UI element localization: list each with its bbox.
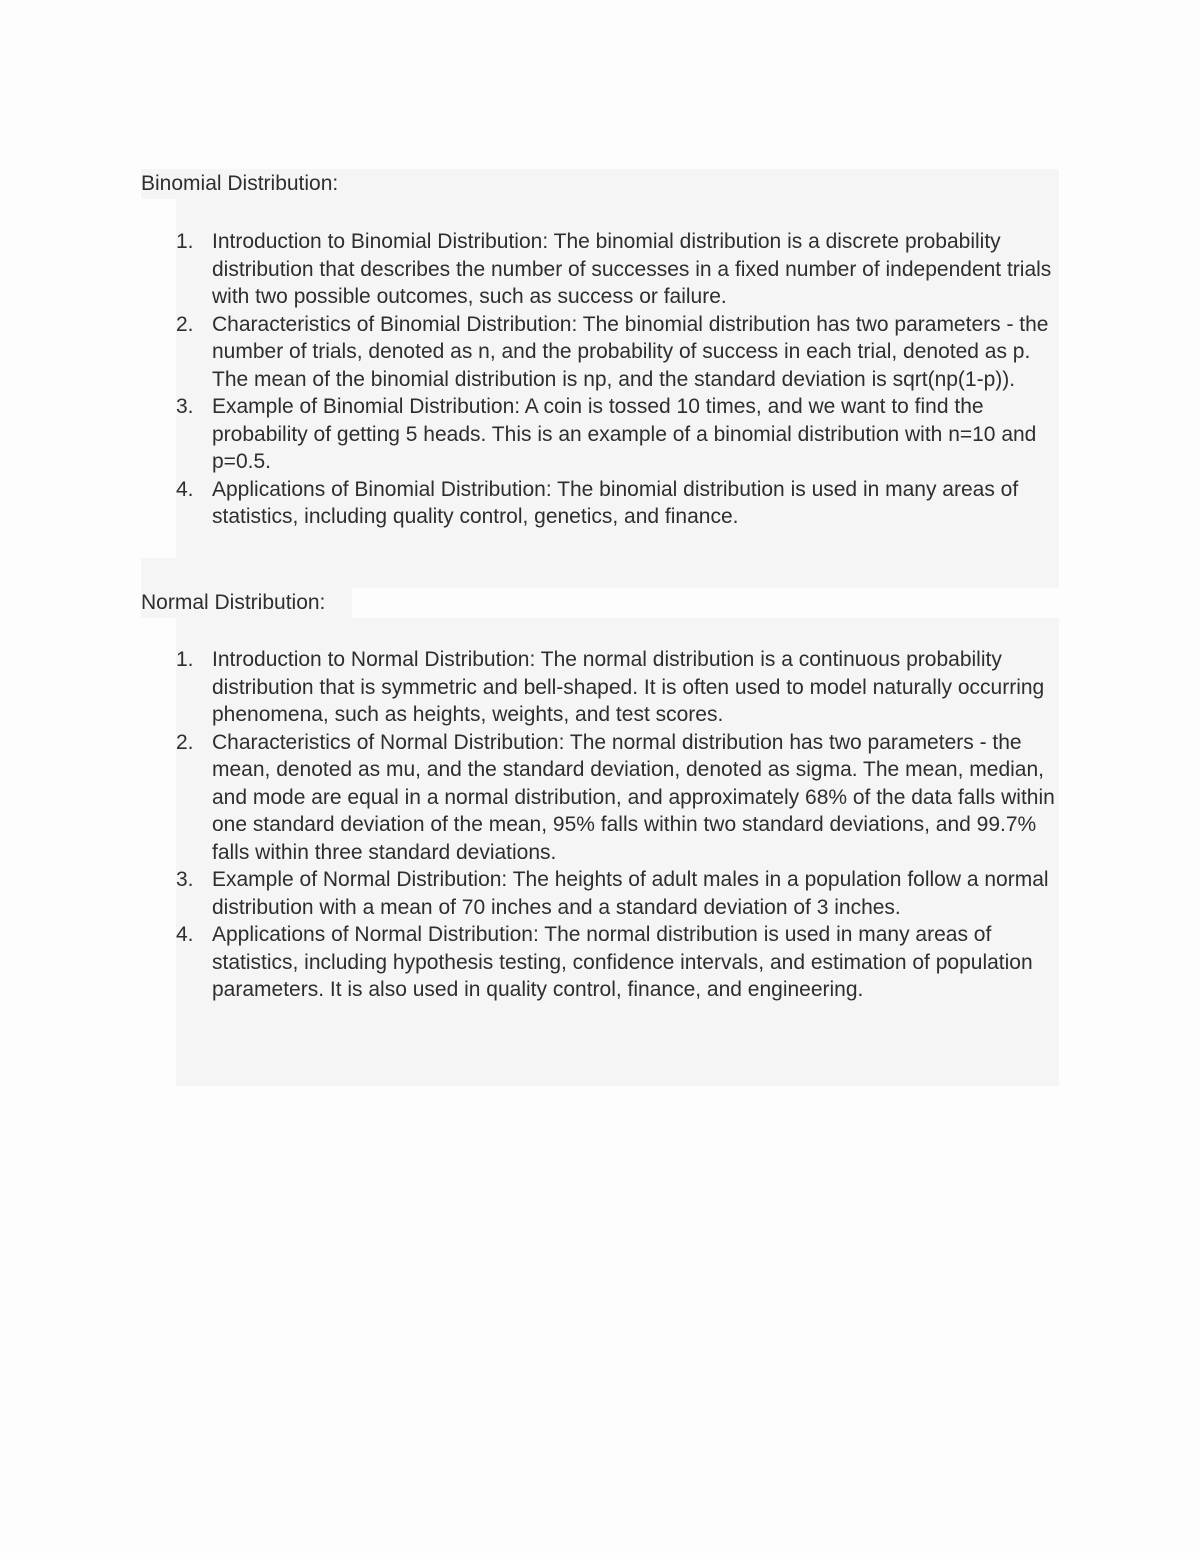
list-number: 1. (176, 230, 194, 253)
section-heading-normal: Normal Distribution: (141, 591, 326, 614)
normal-list (176, 646, 1066, 1004)
list-item (176, 729, 1066, 867)
list-number: 2. (176, 312, 194, 336)
list-number: 2. (176, 730, 194, 754)
list-number: 3. (176, 395, 194, 418)
list-item (176, 393, 1066, 476)
list-item (176, 921, 1066, 1004)
list-item-text: Characteristics of Binomial Distribution: The binomial distribution has two parameters - the number of trials, denoted as n, and the probability of success in each trial, denoted as p. The mean of the binomial distribution is np, and the standard deviation is sqrt(np(1-p)). (212, 312, 1049, 391)
list-item (176, 228, 1066, 311)
list-item-text: Introduction to Normal Distribution: The normal distribution is a continuous probability distribution that is symmetric and bell-shaped. It is often used to model naturally occurring phenomena, such as heights, weights, and test scores. (212, 648, 1045, 726)
list-item-text: Example of Binomial Distribution: A coin is tossed 10 times, and we want to find the probability of getting 5 heads. This is an example of a binomial distribution with n=10 and p=0.5. (212, 395, 1037, 473)
binomial-list (176, 228, 1066, 531)
list-item-text: Introduction to Binomial Distribution: The binomial distribution is a discrete probability distribution that describes the number of successes in a fixed number of independent trials with two possible outcomes, such as success or failure. (212, 230, 1052, 308)
list-item-text: Example of Normal Distribution: The heights of adult males in a population follow a normal distribution with a mean of 70 inches and a standard deviation of 3 inches. (212, 868, 1049, 919)
list-item (176, 866, 1066, 921)
background-band (141, 558, 1059, 588)
section-heading-binomial: Binomial Distribution: (141, 172, 339, 195)
list-item (176, 476, 1066, 531)
list-item-text: Applications of Normal Distribution: The normal distribution is used in many areas of statistics, including hypothesis testing, confidence intervals, and estimation of population parameters. It is also used in quality control, finance, and engineering. (212, 923, 1033, 1001)
list-item-text: Characteristics of Normal Distribution: The normal distribution has two parameters - the mean, denoted as mu, and the standard deviation, denoted as sigma. The mean, median, and mode are equal in a normal distribution, and approximately 68% of the data falls within one standard deviation of the mean, 95% falls within two standard deviations, and 99.7% falls within three standard deviations. (212, 730, 1055, 864)
list-item (176, 646, 1066, 729)
list-number: 4. (176, 477, 194, 501)
list-number: 1. (176, 648, 194, 671)
list-number: 3. (176, 868, 194, 891)
list-item-text: Applications of Binomial Distribution: The binomial distribution is used in many areas of statistics, including quality control, genetics, and finance. (212, 477, 1019, 528)
list-item (176, 311, 1066, 394)
list-number: 4. (176, 923, 194, 946)
